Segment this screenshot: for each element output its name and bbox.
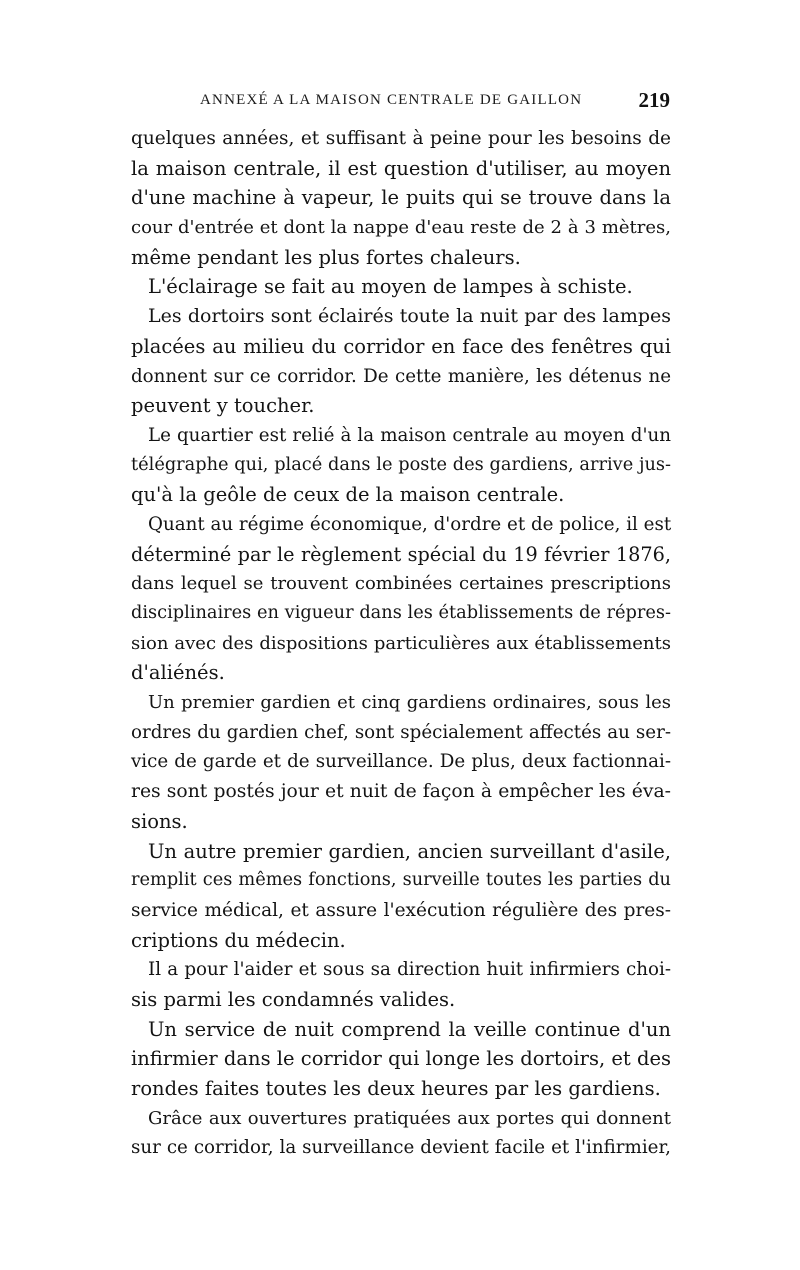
body-text [131, 124, 671, 1163]
text-line: même pendant les plus fortes chaleurs. [131, 245, 521, 269]
text-line: infirmier dans le corridor qui longe les dortoirs, et des [131, 1047, 671, 1071]
text-line: Quant au régime économique, d'ordre et de police, il est [148, 513, 672, 535]
text-line: déterminé par le règlement spécial du 19 février 1876, [131, 542, 671, 566]
text-line: vice de garde et de surveillance. De plus, deux factionnai- [131, 751, 671, 773]
text-line: placées au milieu du corridor en face des fenêtres qui [131, 334, 671, 358]
text-line: d'aliénés. [131, 661, 225, 685]
running-header [130, 88, 670, 116]
text-line: d'une machine à vapeur, le puits qui se trouve dans la [131, 186, 671, 210]
text-line: la maison centrale, il est question d'utiliser, au moyen [131, 156, 671, 180]
text-line: service médical, et assure l'exécution régulière des pres- [131, 899, 671, 921]
text-line: qu'à la geôle de ceux de la maison centrale. [131, 483, 565, 507]
running-title: ANNEXÉ A LA MAISON CENTRALE DE GAILLON [200, 92, 583, 108]
text-line: sions. [131, 809, 188, 833]
text-line: L'éclairage se fait au moyen de lampes à schiste. [148, 275, 633, 299]
text-line: Il a pour l'aider et sous sa direction huit infirmiers choi- [148, 959, 671, 981]
text-line: dans lequel se trouvent combinées certaines prescriptions [131, 573, 671, 595]
text-line: Un service de nuit comprend la veille continue d'un [148, 1017, 671, 1041]
text-line: cour d'entrée et dont la nappe d'eau reste de 2 à 3 mètres, [131, 217, 671, 239]
text-line: donnent sur ce corridor. De cette manière, les détenus ne [131, 365, 671, 387]
page-number: 219 [638, 88, 670, 112]
text-line: ordres du gardien chef, sont spécialement affectés au ser- [131, 721, 671, 743]
text-line: res sont postés jour et nuit de façon à empêcher les éva- [131, 781, 671, 803]
text-line: sion avec des dispositions particulières aux établissements [131, 632, 671, 654]
text-line: peuvent y toucher. [131, 394, 315, 418]
text-line: Un autre premier gardien, ancien surveillant d'asile, [148, 839, 671, 863]
text-line: Le quartier est relié à la maison centrale au moyen d'un [148, 424, 671, 446]
text-line: remplit ces mêmes fonctions, surveille toutes les parties du [131, 870, 671, 891]
text-line: criptions du médecin. [131, 928, 346, 952]
text-line: Un premier gardien et cinq gardiens ordinaires, sous les [148, 692, 671, 714]
text-line: quelques années, et suffisant à peine pour les besoins de [131, 128, 671, 149]
text-line: télégraphe qui, placé dans le poste des gardiens, arrive jus- [131, 454, 671, 475]
text-line: sur ce corridor, la surveillance devient facile et l'infirmier, [131, 1137, 671, 1159]
text-line: rondes faites toutes les deux heures par les gardiens. [131, 1077, 661, 1100]
text-line: Les dortoirs sont éclairés toute la nuit par des lampes [148, 305, 671, 328]
text-line: Grâce aux ouvertures pratiquées aux portes qui donnent [148, 1107, 671, 1129]
text-line: sis parmi les condamnés valides. [131, 987, 456, 1011]
text-line: disciplinaires en vigueur dans les établissements de répres- [131, 603, 671, 623]
